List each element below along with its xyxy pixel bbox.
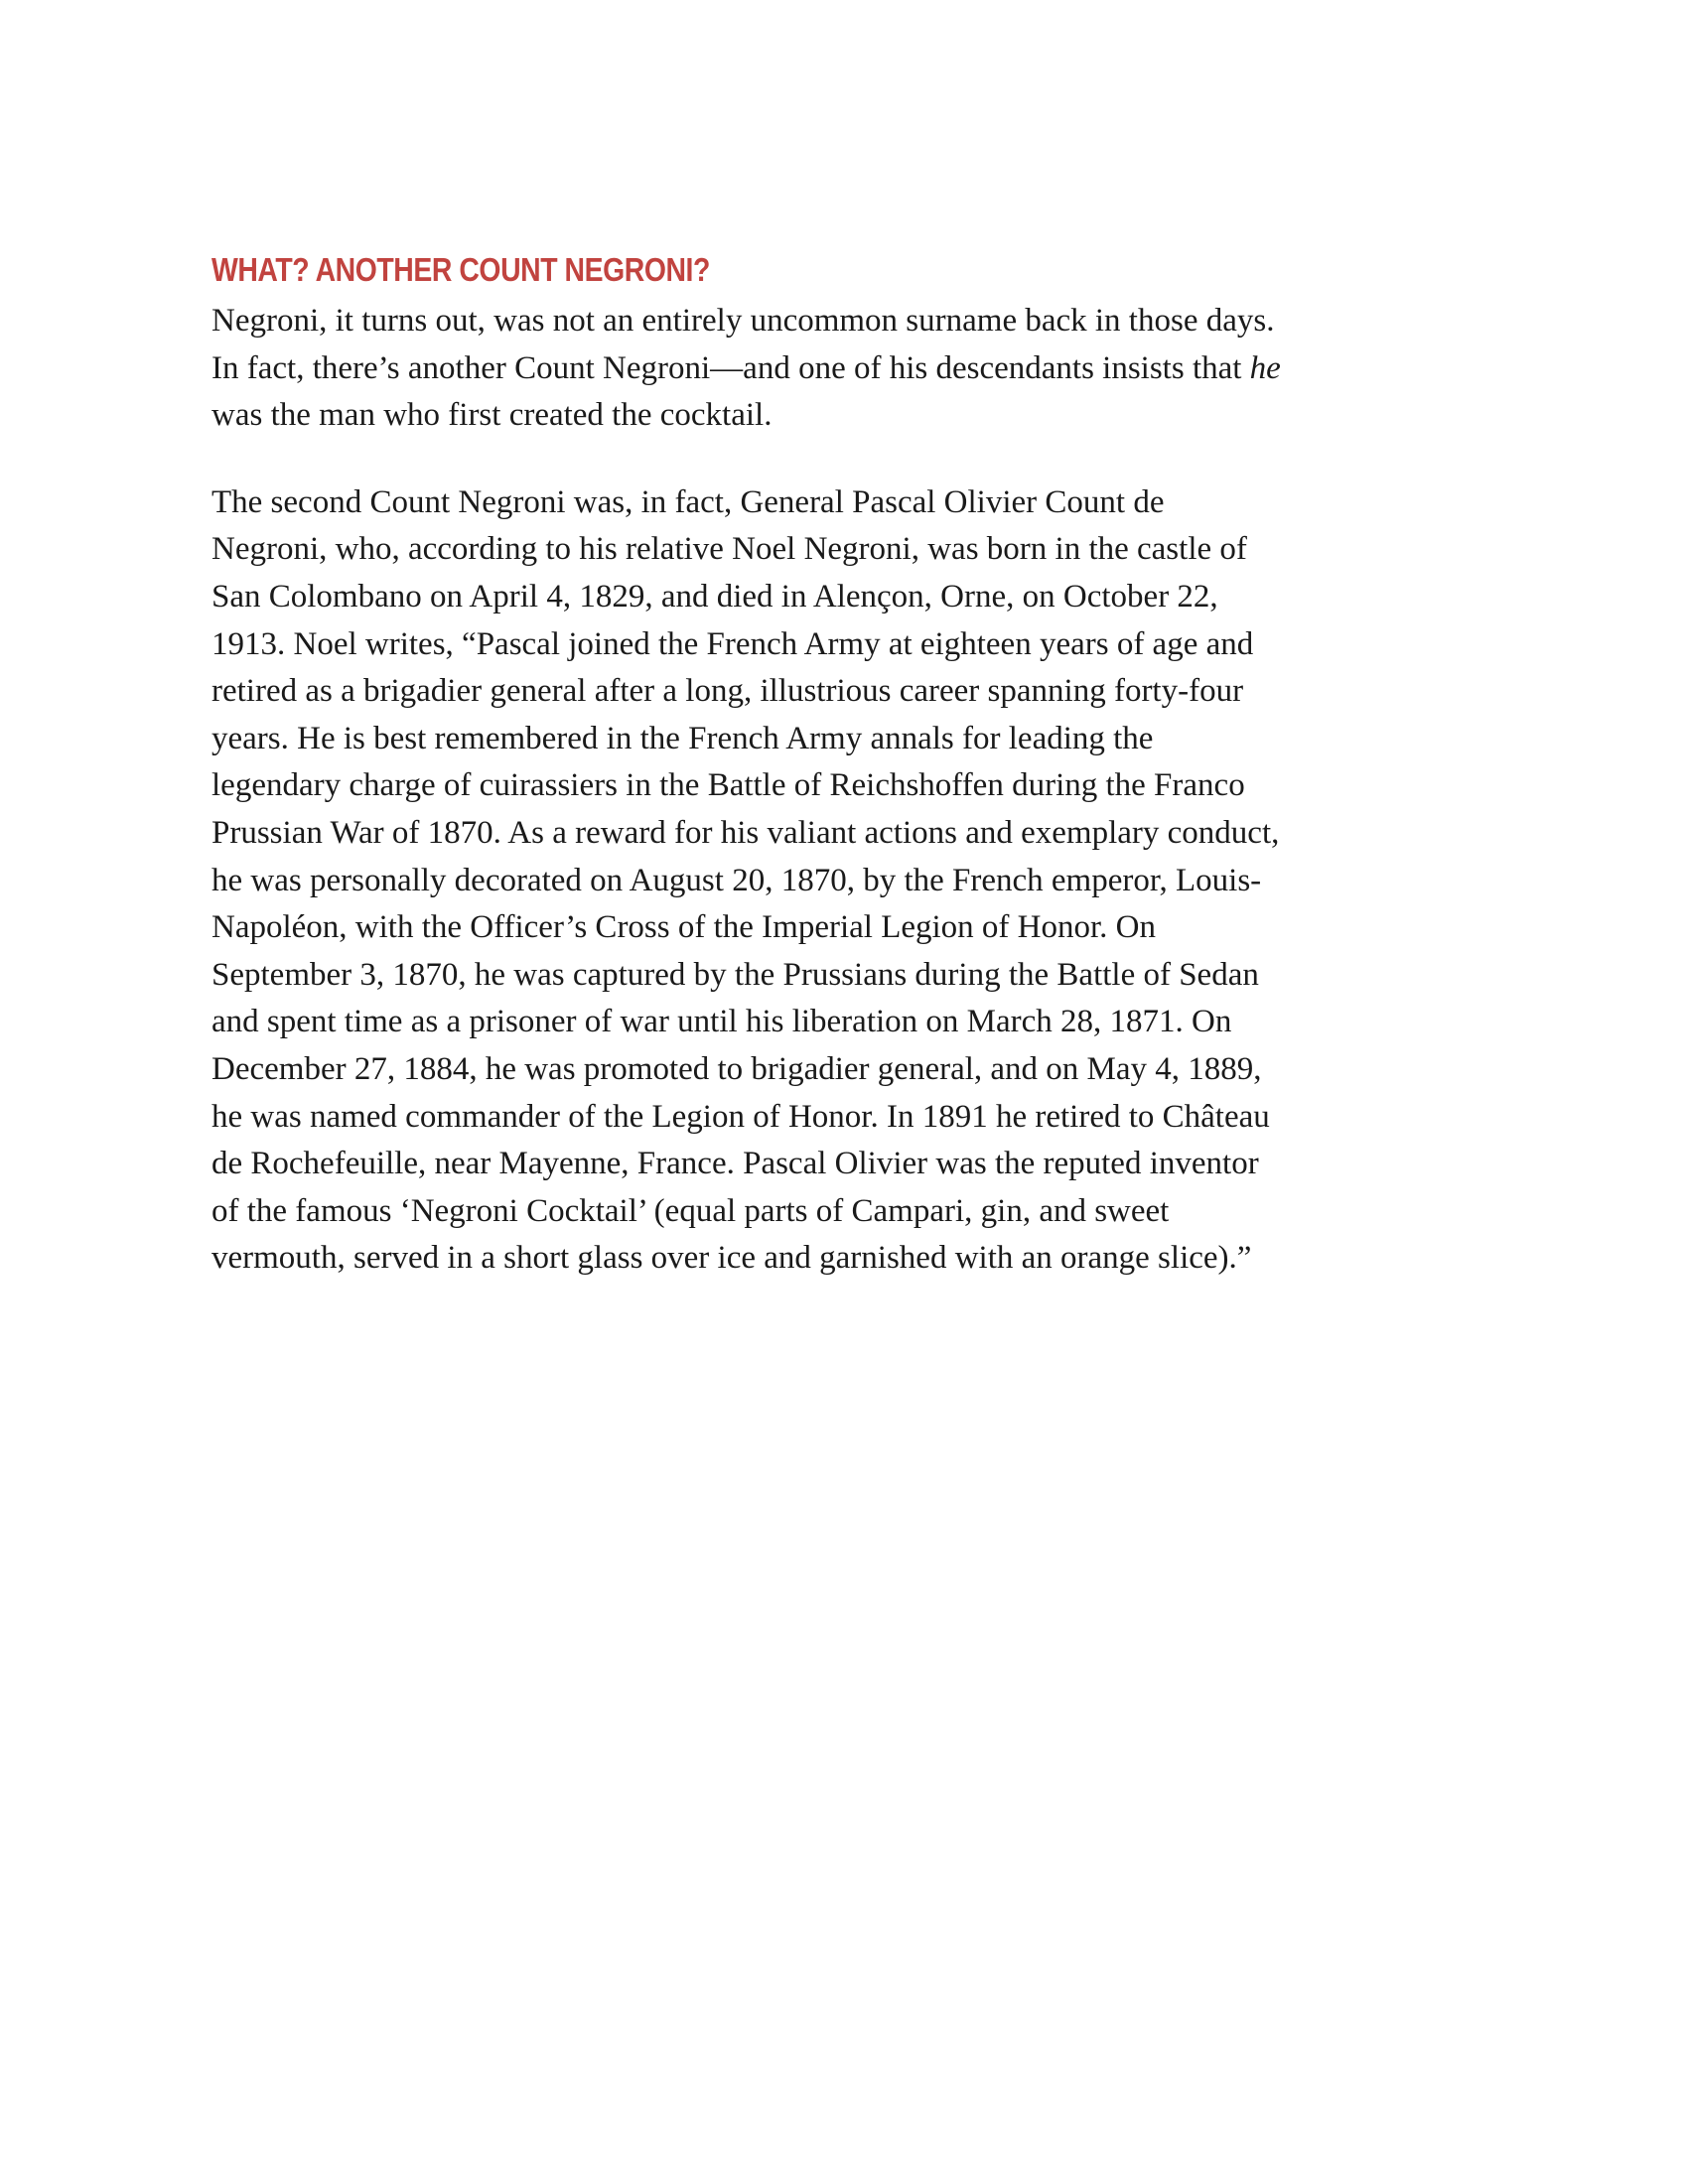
text-line: legendary charge of cuirassiers in the Battle of Reichshoffen during the Franco [211, 767, 1245, 804]
page-content [211, 246, 1484, 1283]
text-line: Negroni, it turns out, was not an entirely uncommon surname back in those days. [211, 303, 1275, 339]
text-line: 1913. Noel writes, “Pascal joined the French Army at eighteen years of age and [211, 625, 1254, 662]
text-line: Negroni, who, according to his relative Noel Negroni, was born in the castle of [211, 531, 1247, 568]
text-line: The second Count Negroni was, in fact, General Pascal Olivier Count de [211, 483, 1165, 520]
text-line-segment: In fact, there’s another Count Negroni—and one of his descendants insists that [211, 349, 1250, 386]
paragraph-second-count [211, 479, 1484, 1283]
text-line [211, 345, 1484, 393]
text-line: Napoléon, with the Officer’s Cross of the Imperial Legion of Honor. On [211, 909, 1156, 946]
text-line: and spent time as a prisoner of war until his liberation on March 28, 1871. On [211, 1004, 1232, 1040]
paragraph-intro [211, 298, 1484, 440]
emphasized-word: he [1249, 349, 1281, 386]
text-line: San Colombano on April 4, 1829, and died in Alençon, Orne, on October 22, [211, 578, 1218, 614]
text-line: years. He is best remembered in the French Army annals for leading the [211, 720, 1154, 756]
section-heading: WHAT? ANOTHER COUNT NEGRONI? [211, 251, 710, 288]
text-line: de Rochefeuille, near Mayenne, France. Pascal Olivier was the reputed inventor [211, 1146, 1259, 1182]
text-line: he was personally decorated on August 20, 1870, by the French emperor, Louis- [211, 862, 1262, 898]
text-line: December 27, 1884, he was promoted to brigadier general, and on May 4, 1889, [211, 1050, 1262, 1087]
text-line: vermouth, served in a short glass over ice and garnished with an orange slice).” [211, 1240, 1252, 1277]
text-line: retired as a brigadier general after a long, illustrious career spanning forty-four [211, 673, 1244, 710]
text-line: of the famous ‘Negroni Cocktail’ (equal parts of Campari, gin, and sweet [211, 1192, 1170, 1229]
text-line: Prussian War of 1870. As a reward for his valiant actions and exemplary conduct, [211, 814, 1280, 851]
text-line: was the man who first created the cocktail. [211, 397, 773, 434]
text-line: September 3, 1870, he was captured by the Prussians during the Battle of Sedan [211, 956, 1259, 993]
text-line: he was named commander of the Legion of Honor. In 1891 he retired to Château [211, 1098, 1270, 1135]
